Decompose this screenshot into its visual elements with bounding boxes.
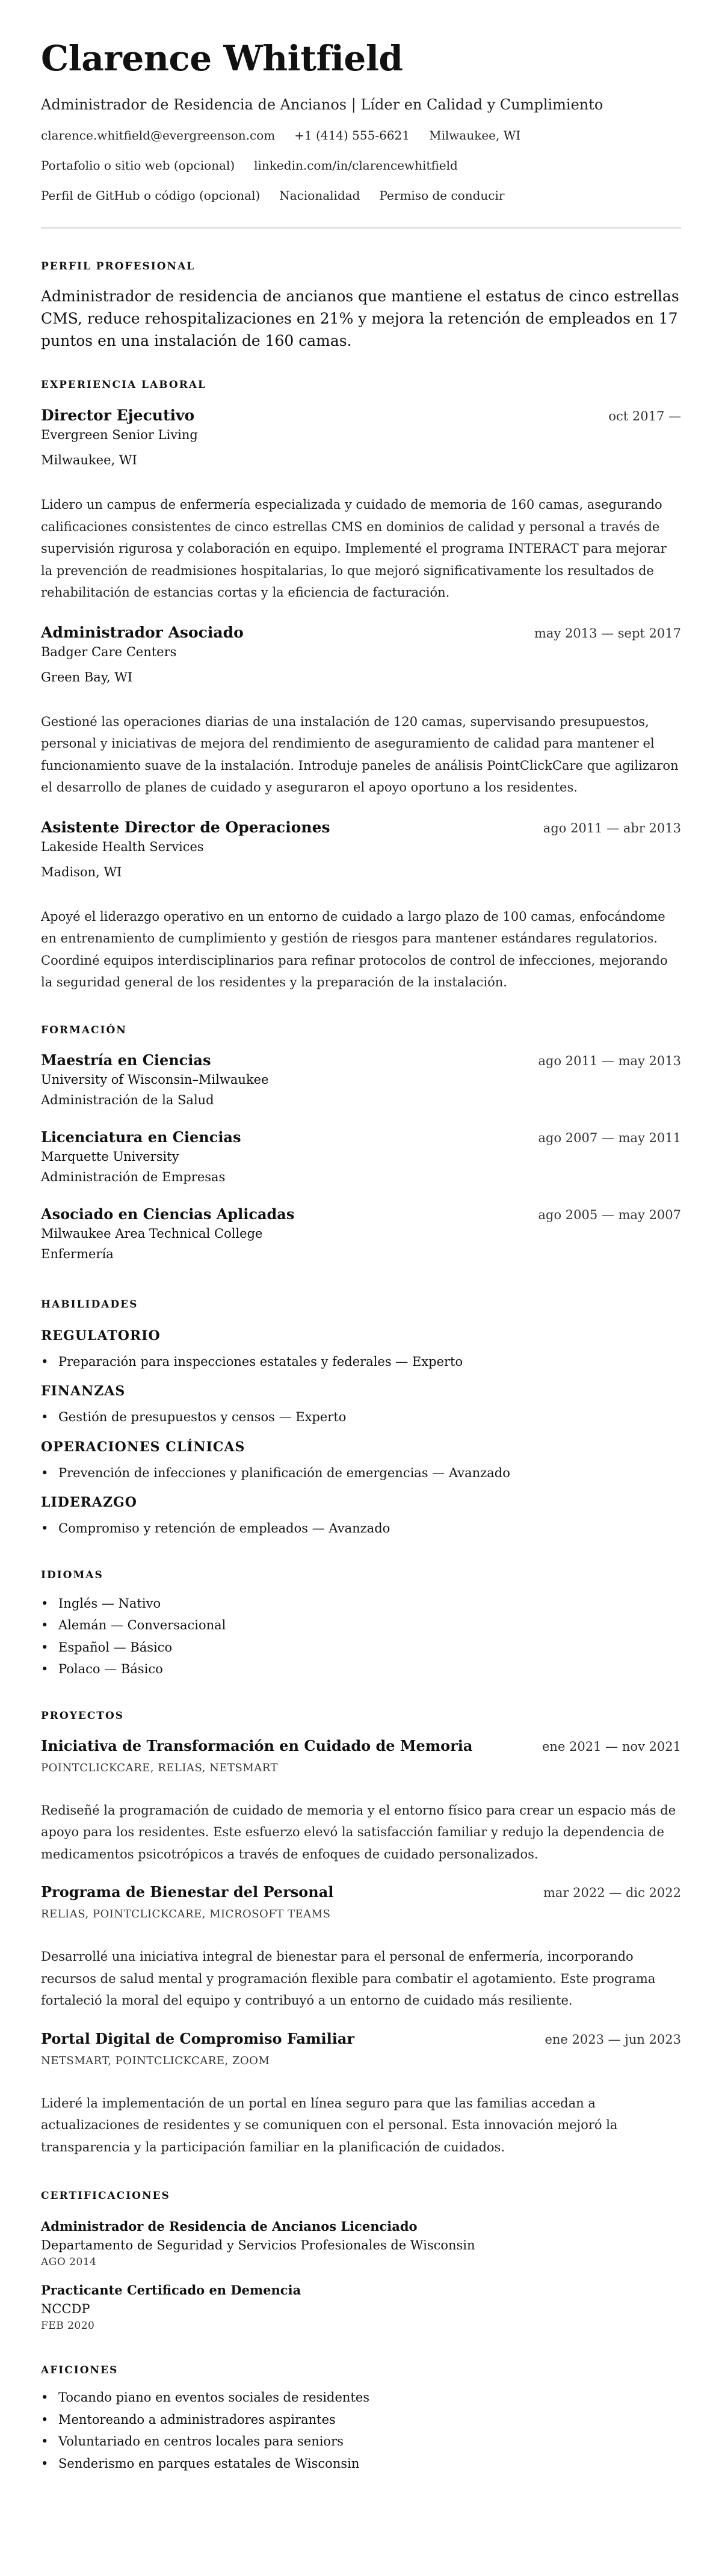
project-title: Iniciativa de Transformación en Cuidado de Memoria: [41, 1736, 473, 1754]
section-heading: CERTIFICACIONES: [41, 2190, 170, 2202]
language-item: • Inglés — Nativo: [41, 1593, 681, 1615]
project-description: Rediseñé la programación de cuidado de memoria y el entorno físico para crear un espacio más de apoyo para los residentes. Este esfuerzo elevó la satisfacción familiar y redujo la dependencia de medicamentos psicotrópicos a través de enfoques de cuidado personalizados.: [41, 1803, 676, 1861]
contact-row: [41, 188, 681, 203]
education-section: [41, 1024, 681, 1264]
project-technologies: POINTCLICKCARE, RELIAS, NETSMART: [41, 1761, 278, 1774]
job-title: Asistente Director de Operaciones: [41, 818, 330, 836]
project-entry: [41, 1883, 681, 2012]
education-header: [41, 1128, 681, 1146]
job-description: Lidero un campus de enfermería especializada y cuidado de memoria de 160 camas, asegurando calificaciones consistentes de cinco estrellas CMS en dominios de calidad y personal a través de supervisión rigurosa y colaboración en equipo. Implementé el programa INTERACT para mejorar la prevención de readmisiones hospitalarias, lo que mejoró significativamente los resultados de rehabilitación de estancias cortas y la eficiencia de facturación.: [41, 497, 667, 600]
location: Milwaukee, WI: [429, 128, 521, 143]
company: Badger Care Centers: [41, 644, 177, 659]
education-entry: [41, 1051, 681, 1110]
degree: Licenciatura en Ciencias: [41, 1128, 241, 1146]
job-location: Milwaukee, WI: [41, 453, 137, 467]
project-dates: ene 2021 — nov 2021: [542, 1739, 681, 1754]
section-heading: PROYECTOS: [41, 1709, 125, 1722]
language-item: • Español — Básico: [41, 1637, 681, 1659]
certification-entry: [41, 2218, 681, 2269]
skill-list: [41, 1462, 681, 1484]
job-dates: ago 2011 — abr 2013: [543, 820, 681, 835]
job-entry: [41, 406, 681, 604]
headline: Administrador de Residencia de Ancianos | Líder en Calidad y Cumplimiento: [41, 96, 603, 113]
hobby-item: • Mentoreando a administradores aspirantes: [41, 2409, 681, 2431]
education-dates: ago 2011 — may 2013: [538, 1053, 681, 1068]
certification-date: FEB 2020: [41, 2320, 95, 2332]
school: University of Wisconsin–Milwaukee: [41, 1072, 269, 1087]
contact-row: [41, 128, 681, 143]
education-header: [41, 1205, 681, 1223]
project-entry: [41, 2030, 681, 2159]
school: Marquette University: [41, 1149, 179, 1164]
phone: +1 (414) 555-6621: [294, 128, 410, 143]
job-header: [41, 623, 681, 642]
section-heading: FORMACIÓN: [41, 1024, 127, 1036]
project-entry: [41, 1737, 681, 1866]
job-description: Gestioné las operaciones diarias de una instalación de 120 camas, supervisando presupuestos, personal y iniciativas de mejora del rendimiento de aseguramiento de calidad para mantener el funcionamiento suave de la instalación. Introduje paneles de análisis PointClickCare que agilizaron el desarrollo de planes de cuidado y aseguraron el apoyo oportuno a los residentes.: [41, 714, 679, 795]
job-header: [41, 818, 681, 837]
hobbies-section: [41, 2364, 681, 2474]
certifications-section: [41, 2189, 681, 2332]
section-heading: EXPERIENCIA LABORAL: [41, 379, 206, 391]
field-of-study: Administración de Empresas: [41, 1169, 226, 1184]
certification-entry: [41, 2282, 681, 2332]
summary-text: Administrador de residencia de ancianos que mantiene el estatus de cinco estrellas CMS, reduce rehospitalizaciones en 21% y mejora la retención de empleados en 17 puntos en una instalación de 160 camas.: [41, 287, 679, 349]
education-entry: [41, 1205, 681, 1264]
portfolio-link[interactable]: Portafolio o sitio web (opcional): [41, 158, 235, 173]
hobby-item: • Voluntariado en centros locales para seniors: [41, 2430, 681, 2453]
section-heading: PERFIL PROFESIONAL: [41, 260, 196, 272]
skill-item: • Compromiso y retención de empleados — Avanzado: [41, 1517, 681, 1540]
skill-category: [41, 1327, 681, 1373]
skill-category: [41, 1382, 681, 1428]
education-entry: [41, 1128, 681, 1187]
certification-date: AGO 2014: [41, 2256, 97, 2268]
skill-list: [41, 1406, 681, 1428]
linkedin-link[interactable]: linkedin.com/in/clarencewhitfield: [254, 158, 458, 173]
school: Milwaukee Area Technical College: [41, 1226, 263, 1241]
name: Clarence Whitfield: [41, 38, 403, 79]
experience-section: [41, 378, 681, 994]
skill-item: • Preparación para inspecciones estatales y federales — Experto: [41, 1351, 681, 1373]
education-header: [41, 1051, 681, 1069]
education-dates: ago 2005 — may 2007: [538, 1207, 681, 1222]
project-technologies: RELIAS, POINTCLICKCARE, MICROSOFT TEAMS: [41, 1908, 331, 1920]
skill-list: [41, 1517, 681, 1540]
languages-section: [41, 1569, 681, 1680]
job-entry: [41, 818, 681, 994]
email-link[interactable]: clarence.whitfield@evergreenson.com: [41, 128, 276, 143]
summary-section: [41, 260, 681, 352]
company: Lakeside Health Services: [41, 839, 204, 854]
section-heading: AFICIONES: [41, 2364, 119, 2376]
projects-section: [41, 1709, 681, 2159]
job-description: Apoyé el liderazgo operativo en un entorno de cuidado a largo plazo de 100 camas, enfocándome en entrenamiento de cumplimiento y gestión de riesgos para mantener estándares regulatorios. Coordiné equipos interdisciplinarios para refinar protocolos de control de infecciones, mejorando la seguridad general de los residentes y la preparación de la instalación.: [41, 909, 668, 989]
project-title: Programa de Bienestar del Personal: [41, 1883, 334, 1901]
project-header: [41, 2030, 681, 2048]
driving-license: Permiso de conducir: [379, 188, 505, 203]
certification-issuer: Departamento de Seguridad y Servicios Profesionales de Wisconsin: [41, 2238, 475, 2252]
language-item: • Polaco — Básico: [41, 1658, 681, 1680]
certification-issuer: NCCDP: [41, 2302, 90, 2316]
job-header: [41, 406, 681, 425]
project-title: Portal Digital de Compromiso Familiar: [41, 2029, 355, 2047]
divider: [41, 227, 681, 229]
skill-category-name: LIDERAZGO: [41, 1495, 137, 1510]
job-dates: oct 2017 —: [608, 409, 681, 423]
skills-section: [41, 1298, 681, 1540]
language-item: • Alemán — Conversacional: [41, 1614, 681, 1637]
job-location: Madison, WI: [41, 864, 122, 879]
project-dates: ene 2023 — jun 2023: [545, 2032, 681, 2047]
skill-item: • Prevención de infecciones y planificación de emergencias — Avanzado: [41, 1462, 681, 1484]
project-technologies: NETSMART, POINTCLICKCARE, ZOOM: [41, 2054, 270, 2067]
project-header: [41, 1883, 681, 1901]
certification-name: Practicante Certificado en Demencia: [41, 2282, 301, 2298]
skill-category-name: FINANZAS: [41, 1383, 126, 1399]
job-title: Director Ejecutivo: [41, 407, 195, 424]
project-description: Lideré la implementación de un portal en línea seguro para que las familias accedan a actualizaciones de residentes y se comuniquen con el personal. Esta innovación mejoró la transparencia y la participación familiar en la planificación de cuidados.: [41, 2095, 618, 2154]
section-heading: HABILIDADES: [41, 1298, 138, 1311]
company: Evergreen Senior Living: [41, 428, 198, 442]
job-title: Administrador Asociado: [41, 623, 244, 641]
field-of-study: Enfermería: [41, 1246, 114, 1261]
degree: Maestría en Ciencias: [41, 1051, 211, 1069]
project-dates: mar 2022 — dic 2022: [543, 1886, 681, 1900]
education-dates: ago 2007 — may 2011: [538, 1130, 681, 1145]
skill-category: [41, 1438, 681, 1484]
nationality: Nacionalidad: [279, 188, 360, 203]
field-of-study: Administración de la Salud: [41, 1092, 214, 1107]
skill-item: • Gestión de presupuestos y censos — Experto: [41, 1406, 681, 1428]
contact-row: [41, 158, 681, 173]
job-dates: may 2013 — sept 2017: [534, 626, 681, 641]
degree: Asociado en Ciencias Aplicadas: [41, 1205, 295, 1223]
hobby-item: • Tocando piano en eventos sociales de residentes: [41, 2387, 681, 2409]
certification-name: Administrador de Residencia de Ancianos Licenciado: [41, 2219, 418, 2234]
resume-header: [41, 37, 681, 203]
job-entry: [41, 623, 681, 799]
skill-category: [41, 1493, 681, 1540]
skill-list: [41, 1351, 681, 1373]
skill-category-name: OPERACIONES CLÍNICAS: [41, 1439, 245, 1455]
skill-category-name: REGULATORIO: [41, 1327, 161, 1344]
job-location: Green Bay, WI: [41, 669, 133, 684]
section-heading: IDIOMAS: [41, 1569, 103, 1581]
hobby-item: • Senderismo en parques estatales de Wisconsin: [41, 2453, 681, 2475]
github-link[interactable]: Perfil de GitHub o código (opcional): [41, 188, 261, 203]
project-header: [41, 1737, 681, 1755]
project-description: Desarrollé una iniciativa integral de bienestar para el personal de enfermería, incorporando recursos de salud mental y programación flexible para combatir el agotamiento. Este programa fortaleció la moral del equipo y contribuyó a un entorno de cuidado más resiliente.: [41, 1949, 656, 2008]
